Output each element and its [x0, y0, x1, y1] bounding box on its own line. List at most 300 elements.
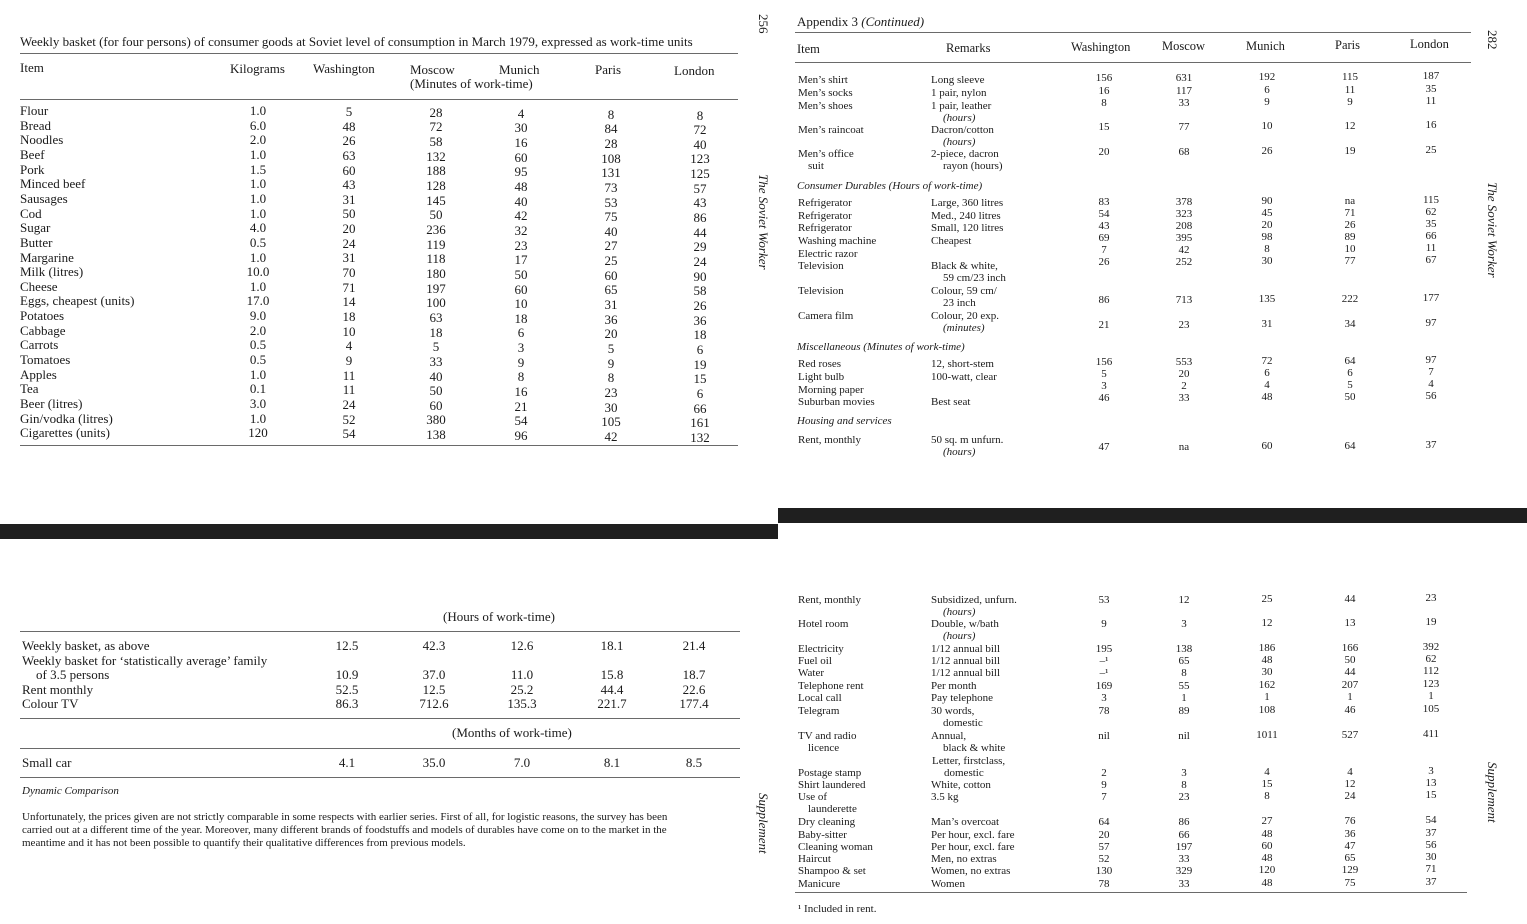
- cell-moscow: 138: [426, 427, 446, 443]
- cell-washington: 7: [1101, 244, 1107, 256]
- cell-moscow: 378: [1175, 195, 1193, 208]
- cell-munich: 31: [1261, 318, 1273, 330]
- cell-item: Telephone rent: [798, 680, 864, 692]
- cell-washington: 156: [1095, 356, 1113, 368]
- cell-moscow: 37.0: [422, 667, 446, 682]
- cell-paris: 73: [604, 179, 618, 195]
- cell-moscow: 252: [1175, 255, 1193, 268]
- cell-london: 62: [1425, 653, 1437, 665]
- cell-london: 7: [1428, 366, 1434, 378]
- cell-moscow: 40: [429, 368, 443, 384]
- cell-remark: Per hour, excl. fare: [931, 829, 1015, 841]
- cell-london: 3: [1428, 765, 1434, 777]
- cell-moscow: 132: [426, 148, 446, 164]
- cell-item: Cod: [20, 205, 42, 221]
- rule: [20, 53, 738, 54]
- cell-moscow: nil: [1178, 729, 1190, 742]
- cell-london: 56: [1425, 390, 1437, 402]
- cell-washington: 46: [1098, 392, 1110, 404]
- cell-washington: 70: [342, 265, 356, 281]
- cell-london: 24: [693, 254, 707, 269]
- cell-moscow: 33: [1178, 391, 1190, 404]
- cell-washington: –¹: [1099, 667, 1109, 679]
- header-item: Item: [20, 60, 44, 75]
- cell-munich: 18: [514, 310, 528, 326]
- cell-munich: 72: [1261, 355, 1273, 367]
- cell-item: Washing machine: [798, 235, 877, 247]
- cell-moscow: 77: [1178, 120, 1190, 133]
- cell-moscow: 100: [426, 295, 446, 311]
- cell-washington: 24: [342, 396, 356, 412]
- cell-washington: 15: [1098, 121, 1110, 133]
- cell-paris: na: [1344, 194, 1356, 207]
- cell-munich: 48: [514, 178, 528, 194]
- cell-moscow: 119: [426, 236, 446, 252]
- cell-munich: 32: [514, 222, 528, 238]
- cell-moscow: 58: [429, 134, 443, 150]
- cell-moscow: na: [1178, 440, 1190, 453]
- cell-moscow: 33: [1178, 96, 1190, 109]
- cell-remark: Men, no extras: [931, 853, 997, 865]
- cell-london: 43: [693, 195, 707, 211]
- cell-paris: 115: [1341, 70, 1359, 83]
- cell-item: Electric razor: [798, 248, 858, 260]
- cell-washington: 64: [1098, 816, 1110, 828]
- cell-kg: 10.0: [246, 264, 270, 280]
- cell-kg: 4.0: [249, 220, 267, 236]
- cell-paris: 12: [1344, 119, 1356, 132]
- housing-heading: Housing and services: [797, 415, 892, 427]
- cell-moscow: 8: [1181, 666, 1187, 679]
- rule: [20, 445, 738, 446]
- cell-moscow: 8: [1181, 778, 1187, 791]
- cell-remark: Large, 360 litres: [931, 197, 1004, 209]
- cell-london: 13: [1425, 777, 1437, 789]
- cell-moscow: 180: [426, 265, 446, 281]
- cell-remark: 50 sq. m unfurn.: [931, 434, 1004, 446]
- cell-item: Butter: [20, 234, 53, 250]
- cell-munich: 10: [514, 296, 528, 312]
- cell-remark: Women, no extras: [931, 865, 1011, 877]
- cell-item: Suburban movies: [798, 396, 875, 408]
- cell-item: Pork: [20, 161, 45, 177]
- cell-paris: 23: [604, 384, 618, 400]
- cell-kg: 0.1: [249, 381, 267, 397]
- cell-washington: 52.5: [335, 682, 359, 697]
- cell-remark-cont: (hours): [943, 112, 976, 124]
- cell-washington: 57: [1098, 841, 1110, 853]
- cell-item: Cigarettes (units): [20, 425, 110, 441]
- cell-washington: 20: [1098, 146, 1110, 158]
- cell-remark-cont: (hours): [943, 630, 976, 642]
- cell-washington: 16: [1098, 85, 1110, 97]
- cell-munich: 26: [1261, 145, 1273, 157]
- cell-moscow: 55: [1178, 679, 1190, 692]
- cell-paris: 44.4: [600, 682, 624, 697]
- cell-london: 11: [1425, 242, 1437, 254]
- cell-item: Bread: [20, 117, 52, 133]
- cell-munich: 25.2: [510, 682, 534, 697]
- cell-item: Cheese: [20, 278, 58, 294]
- cell-london: 71: [1425, 863, 1437, 875]
- cell-moscow: 395: [1175, 231, 1193, 244]
- cell-moscow: 3: [1181, 766, 1187, 779]
- cell-item: Men’s shoes: [798, 100, 853, 112]
- cell-paris: 221.7: [597, 696, 627, 711]
- cell-moscow: 63: [429, 309, 443, 325]
- cell-london: 4: [1428, 378, 1434, 390]
- cell-moscow: 33: [1178, 877, 1190, 890]
- cell-washington: 43: [1098, 220, 1110, 232]
- cell-london: 15: [1425, 789, 1437, 801]
- cell-paris: 89: [1344, 230, 1356, 243]
- cell-remark: 1/12 annual bill: [931, 643, 1001, 655]
- cell-washington: 169: [1095, 680, 1113, 692]
- cell-washington: 26: [1098, 256, 1110, 268]
- cell-moscow: 65: [1178, 654, 1190, 667]
- cell-moscow: 5: [432, 339, 440, 355]
- cell-washington: 5: [345, 103, 353, 119]
- cell-kg: 1.0: [249, 278, 267, 294]
- cell-washington: 9: [1101, 779, 1107, 791]
- cell-washington: 11: [342, 367, 356, 383]
- cell-item: Tea: [20, 381, 39, 397]
- cell-london: 15: [693, 371, 707, 387]
- cell-remark: domestic: [944, 767, 984, 779]
- cell-washington: 53: [1098, 594, 1110, 606]
- running-head: The Soviet Worker: [756, 174, 771, 270]
- cell-london: 30: [1425, 851, 1437, 863]
- header-paris: Paris: [595, 62, 621, 77]
- cell-remark: 1/12 annual bill: [931, 667, 1001, 679]
- cell-paris: 30: [604, 399, 618, 415]
- cell-remark: Women: [931, 878, 965, 890]
- cell-remark-cont: 59 cm/23 inch: [943, 272, 1006, 284]
- cell-moscow: 12.5: [422, 682, 446, 697]
- cell-paris: 9: [1347, 95, 1353, 108]
- cell-london: 123: [1422, 678, 1440, 690]
- cell-remark: Double, w/bath: [931, 618, 999, 630]
- cell-munich: 6: [1264, 367, 1270, 379]
- cell-moscow: 117: [1175, 84, 1193, 97]
- cell-washington: 78: [1098, 705, 1110, 717]
- cell-munich: 6: [1264, 84, 1270, 96]
- cell-kg: 1.0: [249, 146, 267, 162]
- cell-moscow: 118: [426, 251, 446, 267]
- running-head: Supplement: [1485, 762, 1500, 823]
- rule: [20, 99, 738, 100]
- cell-item: Telegram: [798, 705, 840, 717]
- cell-london: 112: [1422, 665, 1440, 677]
- cell-washington: 20: [342, 221, 356, 237]
- misc-heading: Miscellaneous (Minutes of work-time): [797, 341, 965, 353]
- cell-moscow: 323: [1175, 207, 1193, 220]
- cell-munich: 30: [514, 120, 528, 136]
- cell-munich: 8: [517, 369, 525, 385]
- cell-paris: 25: [604, 253, 618, 269]
- cell-item: Milk (litres): [20, 264, 84, 280]
- cell-washington: 11: [342, 382, 356, 398]
- cell-moscow: 1: [1181, 691, 1187, 704]
- cell-munich: 45: [1261, 207, 1273, 219]
- cell-washington: 8: [1101, 97, 1107, 109]
- cell-munich: 60: [514, 149, 528, 165]
- cell-remark-cont: domestic: [943, 717, 983, 729]
- cell-washington: 10.9: [335, 667, 359, 682]
- cell-paris: 19: [1344, 144, 1356, 157]
- cell-remark: Colour, 59 cm/: [931, 285, 997, 297]
- cell-paris: 5: [607, 341, 615, 356]
- header-paris: Paris: [1335, 38, 1360, 52]
- cell-paris: 8.1: [603, 755, 621, 770]
- page-number: 256: [756, 14, 771, 34]
- cell-london: 105: [1422, 703, 1440, 715]
- cell-remark: Colour, 20 exp.: [931, 310, 999, 322]
- cell-london: 16: [1425, 119, 1437, 131]
- cell-paris: 40: [604, 223, 618, 239]
- cell-remark: 12, short-stem: [931, 358, 994, 370]
- cell-munich: 7.0: [513, 755, 531, 770]
- cell-item: Morning paper: [798, 384, 864, 396]
- cell-kg: 1.0: [249, 366, 267, 382]
- cell-remark: Dacron/cotton: [931, 124, 994, 136]
- cell-munich: 40: [514, 193, 528, 209]
- cell-paris: 65: [604, 282, 618, 298]
- cell-remark: Subsidized, unfurn.: [931, 594, 1017, 606]
- cell-london: 8: [696, 107, 704, 123]
- cell-moscow: 89: [1178, 704, 1190, 717]
- cell-paris: 4: [1347, 765, 1353, 778]
- cell-paris: 11: [1344, 83, 1356, 96]
- table-title: Weekly basket (for four persons) of consumer goods at Soviet level of consumption in March 1979, expressed as work-time units: [20, 34, 693, 49]
- header-unit-note: (Minutes of work-time): [410, 76, 533, 91]
- cell-kg: 1.0: [249, 176, 267, 192]
- cell-item: Beer (litres): [20, 396, 83, 411]
- header-london: London: [1410, 37, 1449, 51]
- cell-munich: 3: [517, 340, 525, 356]
- cell-item: Cleaning woman: [798, 841, 873, 853]
- cell-munich: 192: [1258, 71, 1276, 83]
- cell-munich: 60: [514, 281, 528, 297]
- cell-washington: 9: [1101, 618, 1107, 630]
- cell-remark-cont: black & white: [943, 742, 1006, 754]
- cell-munich: 23: [514, 237, 528, 253]
- cell-kg: 1.0: [249, 103, 267, 118]
- cell-moscow: 128: [426, 178, 446, 194]
- cell-washington: 3: [1101, 692, 1107, 704]
- rule: [20, 718, 740, 719]
- cell-remark: Annual,: [931, 730, 967, 742]
- cell-paris: 84: [604, 121, 618, 137]
- cell-washington: nil: [1098, 730, 1110, 742]
- cell-munich: 12.6: [510, 638, 534, 653]
- cell-remark: 1/12 annual bill: [931, 655, 1001, 667]
- cell-paris: 46: [1344, 703, 1356, 716]
- cell-washington: 54: [342, 426, 356, 442]
- cell-munich: 60: [1261, 840, 1273, 852]
- cell-munich: 20: [1261, 219, 1273, 231]
- cell-washington: 43: [342, 177, 356, 193]
- rule: [20, 748, 740, 749]
- cell-item: Manicure: [798, 878, 841, 890]
- cell-paris: 50: [1344, 390, 1356, 403]
- cell-washington: 48: [342, 118, 356, 134]
- cell-washington: 14: [342, 294, 356, 310]
- cell-munich: 42: [514, 208, 528, 224]
- cell-item: Colour TV: [22, 696, 79, 711]
- cell-london: 40: [693, 136, 707, 152]
- cell-remark: Small, 120 litres: [931, 222, 1004, 234]
- cell-paris: 105: [601, 414, 621, 430]
- cell-item: Sugar: [20, 220, 51, 236]
- cell-paris: 20: [604, 326, 618, 342]
- cell-paris: 76: [1344, 814, 1356, 827]
- cell-paris: 222: [1341, 292, 1359, 305]
- cell-munich: 15: [1261, 778, 1273, 790]
- cell-item: Haircut: [798, 853, 831, 865]
- cell-item: Shampoo & set: [798, 865, 866, 877]
- cell-munich: 48: [1261, 391, 1273, 403]
- cell-london: 67: [1425, 254, 1437, 266]
- cell-munich: 27: [1261, 815, 1273, 827]
- cell-item: Hotel room: [798, 618, 849, 630]
- cell-item: Carrots: [20, 337, 59, 353]
- cell-moscow: 68: [1178, 145, 1190, 158]
- cell-moscow: 712.6: [419, 696, 449, 711]
- cell-moscow: 50: [429, 207, 443, 223]
- cell-washington: 26: [342, 133, 356, 149]
- cell-remark: Man’s overcoat: [931, 816, 1000, 828]
- cell-item: Television: [798, 260, 844, 272]
- cell-munich: 90: [1261, 195, 1273, 207]
- running-head: Supplement: [756, 793, 771, 854]
- cell-washington: –¹: [1099, 655, 1109, 667]
- months-heading: (Months of work-time): [452, 725, 572, 740]
- cell-london: 44: [693, 224, 707, 240]
- cell-moscow: 2: [1181, 379, 1187, 392]
- cell-paris: 44: [1344, 665, 1356, 678]
- cell-munich: 4: [1264, 766, 1270, 778]
- cell-remark: 1 pair, nylon: [931, 87, 987, 99]
- cell-item: Beef: [20, 146, 45, 162]
- cell-munich: 108: [1258, 704, 1276, 716]
- cell-washington: 50: [342, 206, 356, 222]
- header-munich: Munich: [1246, 39, 1285, 53]
- cell-london: 187: [1422, 70, 1440, 82]
- cell-item: Fuel oil: [798, 655, 832, 667]
- cell-moscow: 86: [1178, 815, 1190, 828]
- cell-moscow: 197: [1175, 840, 1193, 853]
- cell-washington: 69: [1098, 232, 1110, 244]
- cell-moscow: 631: [1175, 71, 1193, 84]
- cell-london: 62: [1425, 206, 1437, 218]
- cell-paris: 24: [1344, 789, 1356, 802]
- cell-moscow: 18: [429, 324, 443, 340]
- cell-london: 26: [693, 297, 707, 313]
- cell-item: Weekly basket, as above: [22, 638, 150, 653]
- rule: [795, 32, 1471, 33]
- cell-item: Refrigerator: [798, 197, 852, 209]
- cell-item-cont: launderette: [808, 803, 857, 815]
- cell-item: Postage stamp: [798, 767, 862, 779]
- cell-london: 6: [696, 385, 704, 401]
- cell-paris: 64: [1344, 354, 1356, 367]
- cell-item: Red roses: [798, 358, 842, 370]
- cell-paris: 77: [1344, 254, 1356, 267]
- page-separator-right: [778, 508, 1527, 523]
- cell-kg: 2.0: [249, 322, 267, 338]
- cell-washington: 2: [1101, 767, 1107, 779]
- cell-washington: 4.1: [338, 755, 356, 770]
- cell-item: Water: [798, 667, 824, 679]
- cell-london: 97: [1425, 317, 1437, 329]
- cell-munich: 48: [1261, 654, 1273, 666]
- cell-london: 21.4: [682, 638, 706, 653]
- cell-item: Men’s raincoat: [798, 124, 864, 136]
- cell-munich: 96: [514, 428, 528, 443]
- cell-london: 97: [1425, 354, 1437, 366]
- header-kilograms: Kilograms: [230, 61, 285, 76]
- cell-munich: 30: [1261, 666, 1273, 678]
- cell-washington: 24: [342, 235, 356, 251]
- cell-london: 86: [693, 210, 707, 226]
- cell-london: 115: [1422, 194, 1440, 206]
- cell-moscow: 236: [426, 222, 446, 237]
- durables-heading: Consumer Durables (Hours of work-time): [797, 180, 983, 192]
- cell-kg: 1.5: [249, 161, 267, 177]
- cell-item: Gin/vodka (litres): [20, 410, 113, 426]
- cell-item: Men’s socks: [798, 87, 853, 99]
- cell-moscow: 380: [426, 412, 446, 428]
- cell-item: Camera film: [798, 310, 854, 322]
- cell-london: 18.7: [682, 667, 706, 682]
- cell-london: 6: [696, 341, 704, 357]
- cell-munich: 12: [1261, 617, 1273, 629]
- cell-munich: 9: [1264, 96, 1270, 108]
- cell-munich: 4: [517, 105, 525, 121]
- header-item: Item: [797, 42, 820, 56]
- cell-paris: 527: [1341, 728, 1359, 741]
- cell-london: 37: [1425, 827, 1437, 839]
- cell-munich: 4: [1264, 379, 1270, 391]
- cell-london: 35: [1425, 83, 1437, 95]
- cell-remark: 100-watt, clear: [931, 371, 997, 383]
- cell-moscow: 329: [1175, 864, 1193, 877]
- cell-london: 72: [693, 122, 707, 138]
- cell-item: Refrigerator: [798, 210, 852, 222]
- cell-item-cont: suit: [808, 160, 824, 172]
- cell-item: Potatoes: [20, 308, 65, 324]
- cell-london: 58: [693, 283, 707, 299]
- cell-remark: 3.5 kg: [931, 791, 959, 803]
- cell-washington: 31: [342, 250, 356, 266]
- cell-washington: 4: [345, 338, 353, 354]
- cell-paris: 47: [1344, 839, 1356, 852]
- cell-london: 36: [693, 312, 707, 328]
- cell-paris: 42: [604, 428, 618, 444]
- cell-munich: 17: [514, 252, 528, 268]
- header-washington: Washington: [313, 61, 375, 76]
- cell-kg: 9.0: [249, 308, 267, 324]
- cell-remark: Best seat: [931, 396, 971, 408]
- cell-item: Margarine: [20, 249, 74, 265]
- hours-heading: (Hours of work-time): [443, 609, 555, 624]
- cell-kg: 1.0: [249, 410, 267, 426]
- cell-item: Noodles: [20, 132, 64, 148]
- appendix-title-continued: (Continued): [861, 14, 925, 29]
- cell-paris: 18.1: [600, 638, 624, 653]
- cell-london: 57: [693, 180, 707, 196]
